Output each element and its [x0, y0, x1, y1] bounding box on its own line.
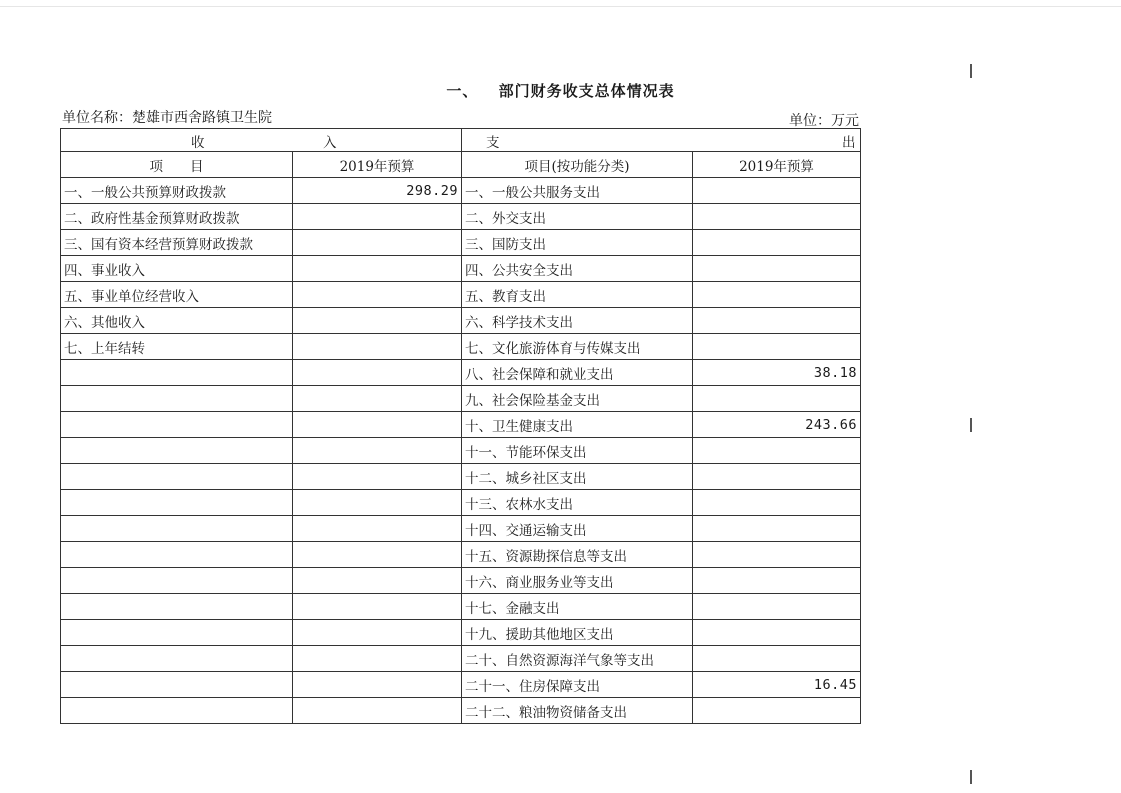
- expense-budget-cell: [693, 542, 861, 568]
- income-item-cell: [61, 646, 293, 672]
- expense-item-cell: 二、外交支出: [462, 204, 693, 230]
- expense-item-cell: 十七、金融支出: [462, 594, 693, 620]
- table-row: [61, 516, 861, 542]
- scan-mark: [970, 64, 972, 78]
- income-budget-cell: [293, 464, 462, 490]
- expense-budget-cell: [693, 594, 861, 620]
- expense-header: [462, 129, 861, 152]
- expense-budget-cell: [693, 568, 861, 594]
- income-budget-cell: [293, 282, 462, 308]
- table-row: [61, 230, 861, 256]
- income-item-cell: [61, 386, 293, 412]
- col-header-income-budget: 2019年预算: [293, 152, 462, 178]
- scan-mark: [970, 770, 972, 784]
- expense-item-cell: 二十一、住房保障支出: [462, 672, 693, 698]
- title-number: 一、: [446, 82, 479, 100]
- expense-budget-cell: [693, 620, 861, 646]
- income-budget-cell: [293, 360, 462, 386]
- income-item-cell: 二、政府性基金预算财政拨款: [61, 204, 293, 230]
- expense-item-cell: 三、国防支出: [462, 230, 693, 256]
- income-item-cell: [61, 698, 293, 724]
- expense-budget-cell: [693, 256, 861, 282]
- expense-budget-cell: [693, 438, 861, 464]
- income-budget-cell: [293, 516, 462, 542]
- unit-label: 单位：万元: [789, 113, 859, 129]
- income-item-cell: 七、上年结转: [61, 334, 293, 360]
- expense-budget-cell: 16.45: [693, 672, 861, 698]
- expense-item-cell: 一、一般公共服务支出: [462, 178, 693, 204]
- income-budget-cell: [293, 646, 462, 672]
- header-row-columns: [61, 152, 861, 178]
- table-row: [61, 698, 861, 724]
- expense-budget-cell: [693, 464, 861, 490]
- table-row: [61, 412, 861, 438]
- header-row-group: [61, 129, 861, 152]
- expense-item-cell: 十、卫生健康支出: [462, 412, 693, 438]
- table-row: [61, 256, 861, 282]
- expense-budget-cell: 243.66: [693, 412, 861, 438]
- table-row: [61, 490, 861, 516]
- expense-budget-cell: [693, 308, 861, 334]
- expense-item-cell: 五、教育支出: [462, 282, 693, 308]
- expense-budget-cell: [693, 698, 861, 724]
- expense-item-cell: 六、科学技术支出: [462, 308, 693, 334]
- expense-budget-cell: [693, 204, 861, 230]
- expense-item-cell: 二十二、粮油物资储备支出: [462, 698, 693, 724]
- income-budget-cell: 298.29: [293, 178, 462, 204]
- income-budget-cell: [293, 256, 462, 282]
- expense-item-cell: 八、社会保障和就业支出: [462, 360, 693, 386]
- col-header-expense-item: 项目(按功能分类): [462, 152, 693, 178]
- table-row: [61, 386, 861, 412]
- table-row: [61, 438, 861, 464]
- income-item-cell: [61, 464, 293, 490]
- expense-item-cell: 十九、援助其他地区支出: [462, 620, 693, 646]
- expense-budget-cell: [693, 230, 861, 256]
- income-budget-cell: [293, 334, 462, 360]
- income-item-cell: [61, 594, 293, 620]
- income-item-cell: 三、国有资本经营预算财政拨款: [61, 230, 293, 256]
- income-budget-cell: [293, 412, 462, 438]
- table-row: [61, 568, 861, 594]
- income-budget-cell: [293, 490, 462, 516]
- income-item-cell: [61, 490, 293, 516]
- table-row: [61, 204, 861, 230]
- income-budget-cell: [293, 204, 462, 230]
- expense-item-cell: 十二、城乡社区支出: [462, 464, 693, 490]
- unit-name-label: 单位名称：楚雄市西舍路镇卫生院: [62, 110, 272, 126]
- table-row: [61, 178, 861, 204]
- income-budget-cell: [293, 568, 462, 594]
- expense-budget-cell: [693, 516, 861, 542]
- income-item-cell: [61, 438, 293, 464]
- income-item-cell: 六、其他收入: [61, 308, 293, 334]
- income-item-cell: [61, 542, 293, 568]
- expense-budget-cell: [693, 334, 861, 360]
- col-header-expense-budget: 2019年预算: [693, 152, 861, 178]
- finance-table: [60, 128, 861, 724]
- expense-budget-cell: [693, 178, 861, 204]
- table-row: [61, 464, 861, 490]
- income-budget-cell: [293, 620, 462, 646]
- expense-budget-cell: [693, 282, 861, 308]
- income-item-cell: [61, 412, 293, 438]
- expense-item-cell: 七、文化旅游体育与传媒支出: [462, 334, 693, 360]
- income-budget-cell: [293, 672, 462, 698]
- income-header-right: 入: [323, 135, 337, 151]
- income-item-cell: 一、一般公共预算财政拨款: [61, 178, 293, 204]
- table-row: [61, 672, 861, 698]
- table-row: [61, 594, 861, 620]
- expense-budget-cell: [693, 490, 861, 516]
- expense-item-cell: 十一、节能环保支出: [462, 438, 693, 464]
- table-row: [61, 282, 861, 308]
- income-item-cell: [61, 620, 293, 646]
- income-item-cell: [61, 568, 293, 594]
- income-budget-cell: [293, 594, 462, 620]
- expense-header-left: 支: [486, 135, 500, 151]
- scan-mark: [970, 418, 972, 432]
- income-budget-cell: [293, 230, 462, 256]
- income-budget-cell: [293, 386, 462, 412]
- col-header-income-item: 项 目: [61, 152, 293, 178]
- expense-item-cell: 十五、资源勘探信息等支出: [462, 542, 693, 568]
- expense-item-cell: 二十、自然资源海洋气象等支出: [462, 646, 693, 672]
- income-budget-cell: [293, 698, 462, 724]
- page-title: [0, 80, 1121, 101]
- expense-budget-cell: [693, 646, 861, 672]
- income-item-cell: 四、事业收入: [61, 256, 293, 282]
- income-budget-cell: [293, 308, 462, 334]
- expense-item-cell: 十三、农林水支出: [462, 490, 693, 516]
- table-row: [61, 542, 861, 568]
- income-item-cell: [61, 360, 293, 386]
- expense-item-cell: 十四、交通运输支出: [462, 516, 693, 542]
- income-item-cell: [61, 672, 293, 698]
- table-row: [61, 620, 861, 646]
- income-header-left: 收: [191, 135, 205, 151]
- expense-header-right: 出: [842, 135, 856, 151]
- expense-budget-cell: [693, 386, 861, 412]
- income-budget-cell: [293, 438, 462, 464]
- table-row: [61, 308, 861, 334]
- table-row: [61, 646, 861, 672]
- expense-item-cell: 十六、商业服务业等支出: [462, 568, 693, 594]
- income-header: [61, 129, 462, 152]
- table-row: [61, 334, 861, 360]
- table-row: [61, 360, 861, 386]
- income-item-cell: [61, 516, 293, 542]
- expense-item-cell: 四、公共安全支出: [462, 256, 693, 282]
- scan-border-line: [0, 6, 1121, 7]
- income-budget-cell: [293, 542, 462, 568]
- title-text: 部门财务收支总体情况表: [498, 82, 675, 100]
- expense-budget-cell: 38.18: [693, 360, 861, 386]
- income-item-cell: 五、事业单位经营收入: [61, 282, 293, 308]
- expense-item-cell: 九、社会保险基金支出: [462, 386, 693, 412]
